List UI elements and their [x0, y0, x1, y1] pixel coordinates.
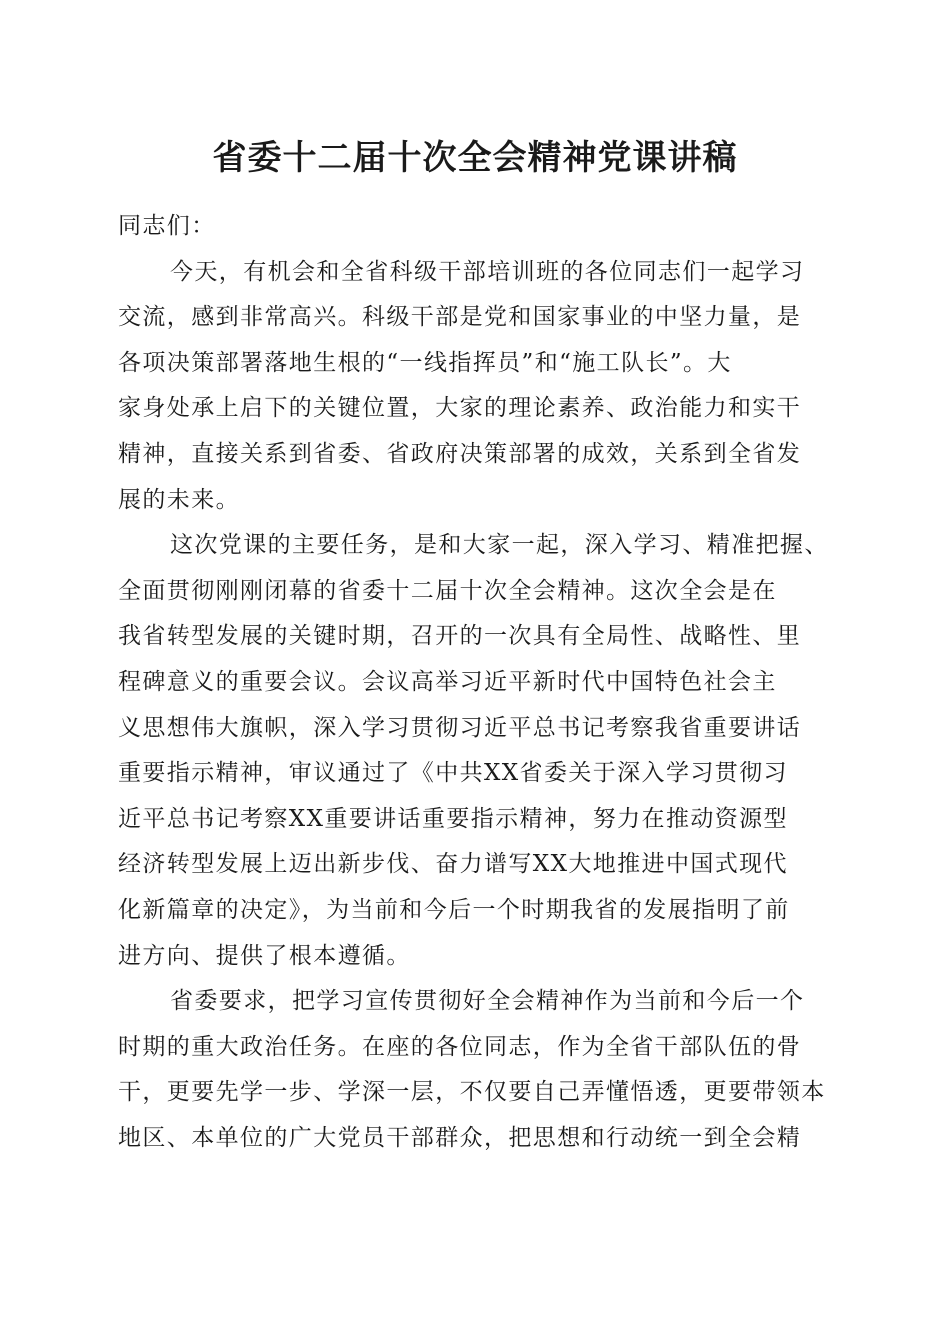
- paragraph-1-line-4: 家身处承上启下的关键位置，大家的理论素养、政治能力和实干: [118, 395, 802, 422]
- paragraph-1-line-3: 各项决策部署落地生根的“一线指挥员”和“施工队长”。大: [118, 349, 732, 376]
- paragraph-1-line-5: 精神，直接关系到省委、省政府决策部署的成效，关系到全省发: [118, 440, 802, 467]
- paragraph-1-line-1: 今天，有机会和全省科级干部培训班的各位同志们一起学习: [170, 258, 805, 285]
- document-body: [118, 204, 834, 1161]
- paragraph-3-line-1: 省委要求，把学习宣传贯彻好全会精神作为当前和今后一个: [170, 988, 805, 1015]
- document-title: 省委十二届十次全会精神党课讲稿: [212, 138, 738, 178]
- paragraph-2-line-6: 重要指示精神，审议通过了《中共XX省委关于深入学习贯彻习: [118, 760, 788, 787]
- paragraph-1-line-6: 展的未来。: [118, 486, 240, 513]
- paragraph-3-line-3: 干，更要先学一步、学深一层，不仅要自己弄懂悟透，更要带领本: [118, 1079, 826, 1106]
- paragraph-2-line-7: 近平总书记考察XX重要讲话重要指示精神，努力在推动资源型: [118, 805, 788, 832]
- paragraph-3-line-2: 时期的重大政治任务。在座的各位同志，作为全省干部队伍的骨: [118, 1033, 802, 1060]
- paragraph-2-line-10: 进方向、提供了根本遵循。: [118, 942, 411, 969]
- paragraph-3-line-4: 地区、本单位的广大党员干部群众，把思想和行动统一到全会精: [118, 1124, 802, 1151]
- paragraph-1-line-2: 交流，感到非常高兴。科级干部是党和国家事业的中坚力量，是: [118, 304, 802, 331]
- paragraph-2-line-5: 义思想伟大旗帜，深入学习贯彻习近平总书记考察我省重要讲话: [118, 714, 802, 741]
- paragraph-2-line-4: 程碑意义的重要会议。会议高举习近平新时代中国特色社会主: [118, 668, 777, 695]
- paragraph-2-line-1: 这次党课的主要任务，是和大家一起，深入学习、精准把握、: [170, 532, 829, 559]
- paragraph-2-line-3: 我省转型发展的关键时期，召开的一次具有全局性、战略性、里: [118, 623, 802, 650]
- paragraph-2-line-8: 经济转型发展上迈出新步伐、奋力谱写XX大地推进中国式现代: [118, 851, 788, 878]
- salutation: 同志们：: [118, 213, 216, 239]
- paragraph-2-line-2: 全面贯彻刚刚闭幕的省委十二届十次全会精神。这次全会是在: [118, 577, 777, 604]
- paragraph-2-line-9: 化新篇章的决定》，为当前和今后一个时期我省的发展指明了前: [118, 896, 790, 923]
